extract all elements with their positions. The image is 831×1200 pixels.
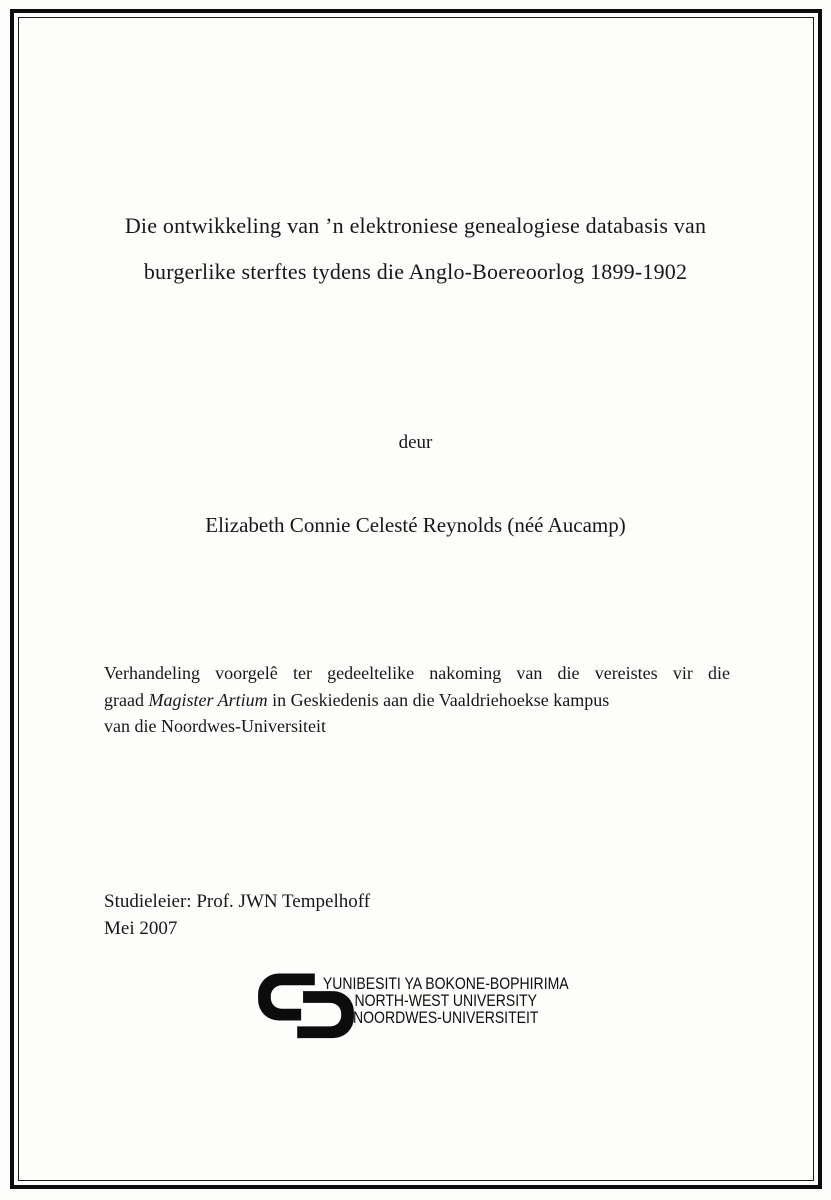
date-line: Mei 2007	[104, 918, 178, 939]
supervisor-line: Studieleier: Prof. JWN Tempelhoff	[104, 891, 371, 912]
statement-line-2-prefix: graad	[104, 689, 149, 710]
university-name-setswana: YUNIBESITI YA BOKONE-BOPHIRIMA	[322, 975, 569, 993]
statement-line-1: Verhandeling voorgelê ter gedeeltelike nakoming van die vereistes vir die	[104, 663, 730, 683]
byline: deur	[398, 432, 433, 453]
statement-line-3: van die Noordwes-Universiteit	[104, 716, 326, 736]
statement-line-2	[104, 687, 730, 714]
statement-line-2-suffix: in Geskiedenis aan die Vaaldriehoekse kampus	[267, 689, 610, 710]
university-logo	[252, 952, 612, 1057]
university-name-english: NORTH-WEST UNIVERSITY	[354, 992, 538, 1010]
submission-statement	[104, 660, 730, 740]
thesis-title-line-2: burgerlike sterftes tydens die Anglo-Boereoorlog 1899-1902	[143, 259, 688, 284]
thesis-title-line-1: Die ontwikkeling van ’n elektroniese genealogiese databasis van	[124, 213, 707, 238]
university-logo-text	[314, 976, 578, 1027]
university-name-afrikaans: NOORDWES-UNIVERSITEIT	[353, 1009, 539, 1027]
author-name: Elizabeth Connie Celesté Reynolds (néé Aucamp)	[205, 513, 626, 537]
supervisor-block	[104, 888, 604, 942]
degree-name: Magister Artium	[148, 689, 268, 710]
thesis-title	[60, 203, 771, 295]
